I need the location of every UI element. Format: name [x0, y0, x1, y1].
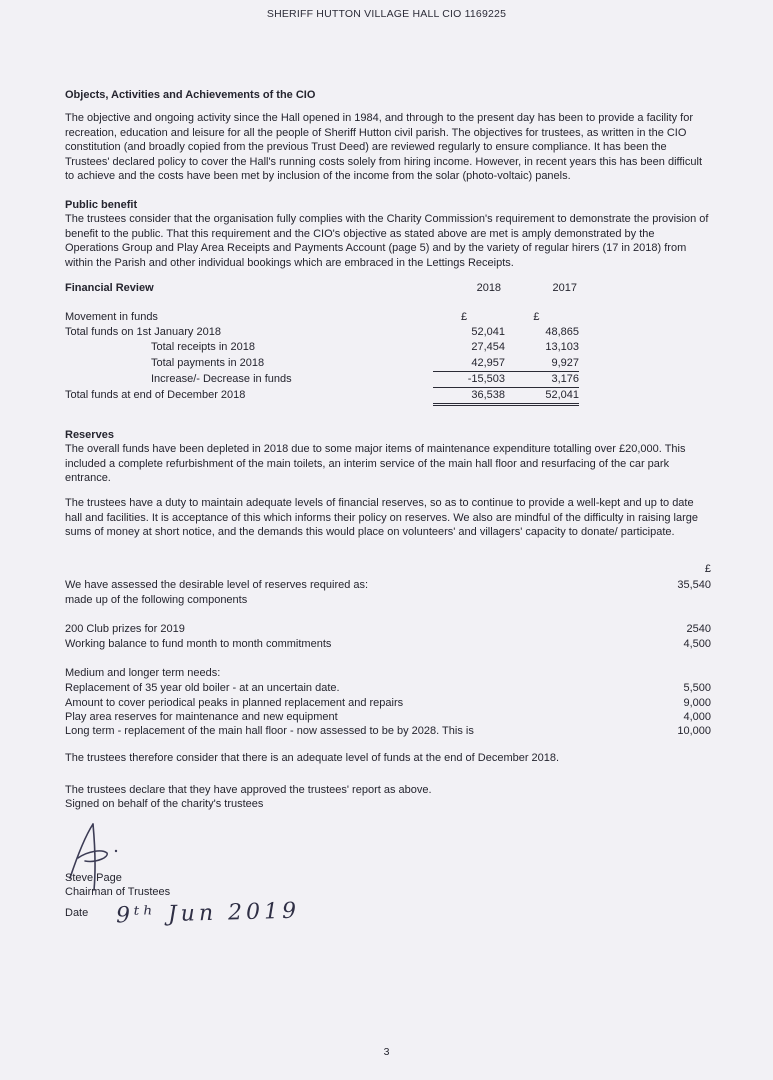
document-header: SHERIFF HUTTON VILLAGE HALL CIO 1169225	[266, 8, 507, 20]
item-amount: 5,500	[683, 682, 711, 694]
table-row	[65, 388, 579, 406]
row-label: Total payments in 2018	[151, 356, 265, 369]
item-label: Long term - replacement of the main hall floor - now assessed to be by 2028. This is	[65, 725, 474, 737]
cell-2017: 9,927	[551, 356, 579, 369]
item-label: Replacement of 35 year old boiler - at an uncertain date.	[65, 682, 340, 694]
financial-review-header-row	[65, 281, 579, 296]
row-label: Total funds on 1st January 2018	[65, 326, 221, 339]
cell-2017: 3,176	[551, 372, 579, 385]
list-item	[65, 637, 711, 652]
reserves-heading: Reserves	[65, 429, 114, 441]
item-label: Play area reserves for maintenance and new equipment	[65, 711, 338, 723]
assessment-intro-row	[65, 578, 711, 607]
assessment-total-amount: 35,540	[677, 579, 711, 591]
year-column-2017: 2017	[552, 282, 577, 294]
list-item	[65, 696, 711, 711]
page-number: 3	[383, 1046, 390, 1058]
item-amount: 9,000	[683, 697, 711, 709]
row-label: Increase/- Decrease in funds	[151, 372, 292, 385]
table-row	[65, 340, 579, 355]
cell-2017: 48,865	[545, 326, 579, 339]
financial-review-table	[65, 281, 579, 406]
list-item	[65, 724, 711, 739]
cell-2018: 36,538	[471, 389, 505, 402]
assessment-intro-line1: We have assessed the desirable level of reserves required as:	[65, 579, 369, 591]
date-label: Date	[65, 907, 89, 919]
row-label: Total receipts in 2018	[151, 341, 255, 354]
cell-2018: £	[461, 311, 468, 323]
signatory-title: Chairman of Trustees	[65, 886, 171, 898]
date-row	[65, 898, 711, 929]
reserves-para1: The overall funds have been depleted in 2018 due to some major items of maintenance expenditure totalling over £20,000. This included a complete refurbishment of the main toilets, an interim service of the main hall floor and resurfacing of the car park entrance.	[65, 443, 686, 485]
list-item	[65, 622, 711, 637]
financial-review-heading: Financial Review	[65, 282, 154, 294]
conclusion-text: The trustees therefore consider that there is an adequate level of funds at the end of December 2018.	[65, 752, 560, 764]
cell-2018: 42,957	[471, 356, 505, 369]
item-amount: 2540	[686, 623, 711, 635]
row-label: Movement in funds	[65, 311, 158, 323]
table-row	[65, 325, 579, 340]
signatory-name: Steve Page	[65, 872, 122, 884]
public-benefit-body: The trustees consider that the organisation fully complies with the Charity Commission's requirement to demonstrate the provision of benefit to the public. That this requirement and the CIO's objective as stated above are met is amply demonstrated by the Operations Group and Play Area Receipts and Payments Account (page 5) and by the variety of regular hirers (17 in 2018) from within the Parish and other individual bookings which are embraced in the Lettings Receipts.	[65, 213, 709, 269]
list-item	[65, 710, 711, 725]
item-amount: 4,500	[683, 638, 711, 650]
table-row	[65, 310, 579, 325]
year-column-2018: 2018	[476, 282, 502, 294]
objects-section-heading: Objects, Activities and Achievements of the CIO	[65, 89, 316, 101]
currency-heading: £	[704, 563, 711, 575]
handwritten-date: 9ᵗʰ Jun 2019	[115, 898, 301, 929]
cell-2018: 27,454	[471, 341, 505, 354]
cell-2017: 13,103	[545, 341, 579, 354]
item-amount: 10,000	[677, 725, 711, 737]
public-benefit-heading: Public benefit	[65, 199, 138, 211]
row-label: Total funds at end of December 2018	[65, 389, 246, 402]
assessment-intro-line2: made up of the following components	[65, 593, 248, 606]
list-item	[65, 681, 711, 696]
reserves-para2: The trustees have a duty to maintain adequate levels of financial reserves, so as to continue to provide a well-kept and up to date hall and facilities. It is acceptance of this which informs their policy on reserves. We also are mindful of the difficulty in raising large sums of money at short notice, and the demands this would place on volunteers' and villagers' capacity to donate/ participate.	[65, 497, 698, 539]
item-label: 200 Club prizes for 2019	[65, 623, 185, 635]
declaration-line2: Signed on behalf of the charity's trustees	[65, 798, 264, 810]
table-row	[65, 372, 579, 388]
item-label: Working balance to fund month to month commitments	[65, 638, 332, 650]
cell-2017: 52,041	[545, 389, 579, 402]
item-label: Amount to cover periodical peaks in planned replacement and repairs	[65, 697, 404, 709]
item-amount: 4,000	[683, 711, 711, 723]
medium-term-heading: Medium and longer term needs:	[65, 667, 221, 679]
cell-2018: -15,503	[467, 372, 505, 385]
cell-2018: 52,041	[471, 326, 505, 339]
table-row	[65, 356, 579, 372]
declaration-line1: The trustees declare that they have approved the trustees' report as above.	[65, 784, 432, 796]
cell-2017: £	[533, 311, 540, 323]
objects-section-body: The objective and ongoing activity since the Hall opened in 1984, and through to the present day has been to provide a facility for recreation, education and leisure for all the people of Sheriff Hutton civil parish. The objectives for trustees, as written in the CIO constitution (and broadly copied from the previous Trust Deed) are reviewed regularly to ensure compliance. It has been the Trustees' declared policy to cover the Hall's running costs solely from hiring income. However, in recent years this has been difficult to achieve and the costs have been met by inclusion of the income from the solar (photo-voltaic) panels.	[65, 112, 702, 183]
